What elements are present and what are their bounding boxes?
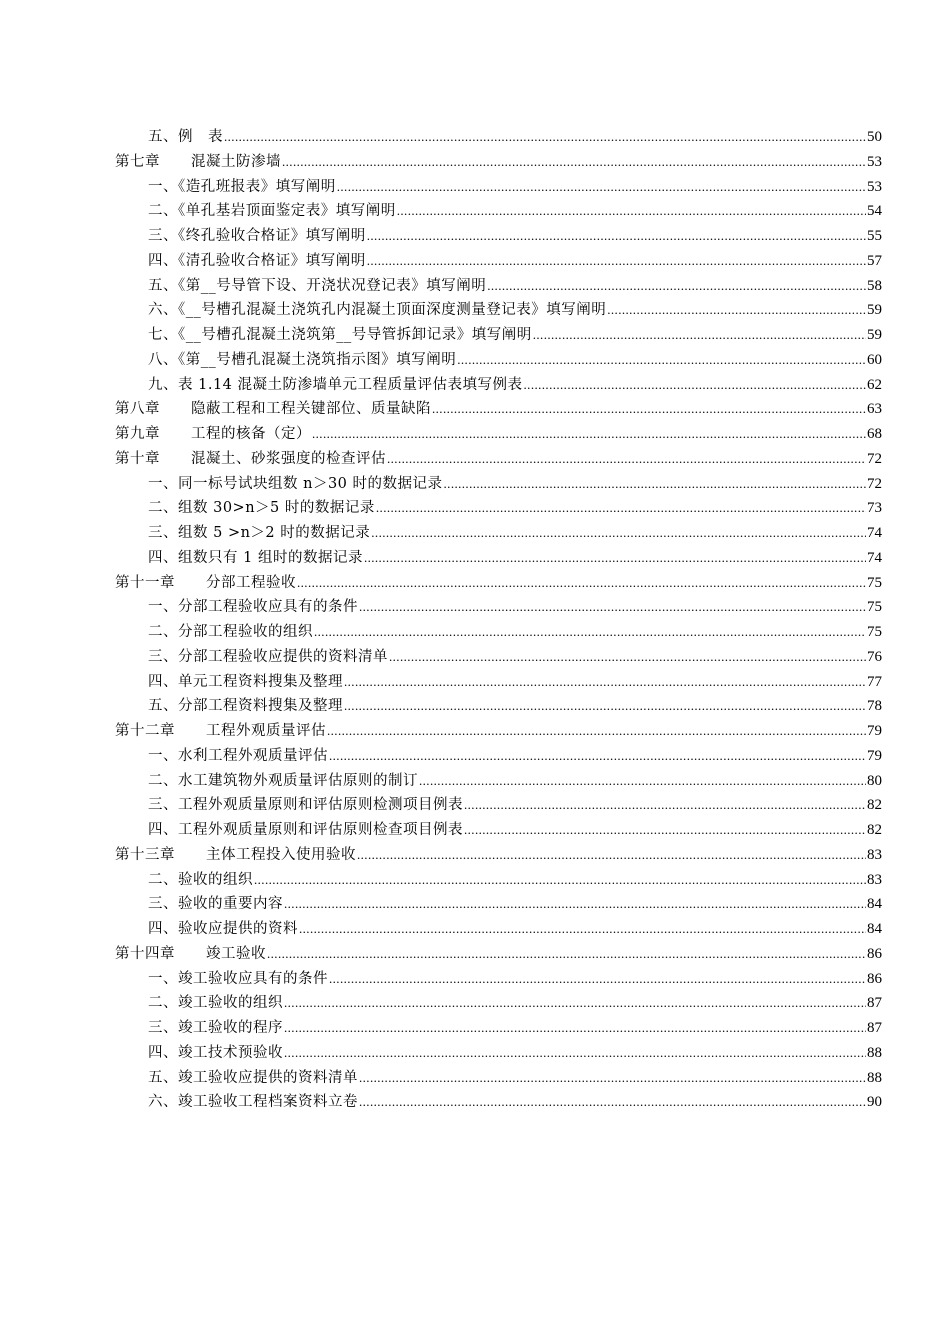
- toc-section-row[interactable]: [115, 323, 882, 348]
- toc-section-row[interactable]: [115, 670, 882, 695]
- toc-entry-title: 八、《第__号槽孔混凝土浇筑指示图》填写阐明: [148, 351, 457, 368]
- toc-chapter-number: 第十三章: [115, 846, 175, 863]
- toc-dot-leader: [371, 521, 866, 546]
- toc-dot-leader: [314, 620, 866, 645]
- toc-section-row[interactable]: [115, 249, 882, 274]
- toc-dot-leader: [367, 224, 866, 249]
- table-of-contents: [115, 125, 882, 1115]
- toc-dot-leader: [297, 571, 866, 596]
- toc-entry-title: 一、《造孔班报表》填写阐明: [148, 178, 336, 195]
- toc-section-row[interactable]: [115, 546, 882, 571]
- toc-dot-leader: [487, 274, 866, 299]
- toc-entry-label: [148, 224, 366, 249]
- toc-entry-title: 一、水利工程外观质量评估: [148, 747, 328, 764]
- toc-dot-leader: [359, 595, 866, 620]
- toc-chapter-row[interactable]: [115, 397, 882, 422]
- toc-chapter-number: 第七章: [115, 153, 160, 170]
- toc-page-number: 75: [867, 624, 882, 640]
- toc-dot-leader: [607, 298, 866, 323]
- toc-entry-title: 四、单元工程资料搜集及整理: [148, 673, 343, 690]
- toc-entry-label: [148, 1041, 283, 1066]
- toc-entry-label: [148, 1066, 358, 1091]
- toc-entry-label: [148, 670, 343, 695]
- toc-entry-label: [115, 447, 386, 472]
- toc-section-row[interactable]: [115, 892, 882, 917]
- toc-entry-title: 五、例 表: [148, 129, 223, 145]
- toc-chapter-number: 第十二章: [115, 723, 175, 739]
- toc-section-row[interactable]: [115, 1016, 882, 1041]
- toc-section-row[interactable]: [115, 793, 882, 818]
- toc-page-number: 87: [867, 1020, 882, 1036]
- toc-dot-leader: [254, 868, 866, 893]
- toc-entry-label: [148, 818, 463, 843]
- toc-entry-label: [148, 373, 523, 398]
- toc-entry-title: 二、竣工验收的组织: [148, 995, 283, 1012]
- toc-page-number: 76: [867, 648, 882, 665]
- toc-dot-leader: [397, 199, 866, 224]
- toc-dot-leader: [464, 793, 866, 818]
- toc-section-row[interactable]: [115, 694, 882, 719]
- toc-entry-title: 五、分部工程资料搜集及整理: [148, 698, 343, 715]
- toc-entry-label: [148, 645, 388, 670]
- toc-chapter-number: 第八章: [115, 401, 160, 418]
- toc-entry-label: [115, 571, 296, 596]
- toc-dot-leader: [376, 496, 866, 521]
- toc-page-number: 86: [867, 945, 882, 962]
- toc-section-row[interactable]: [115, 125, 882, 150]
- toc-section-row[interactable]: [115, 744, 882, 769]
- toc-dot-leader: [284, 991, 866, 1016]
- toc-section-row[interactable]: [115, 917, 882, 942]
- toc-page-number: 75: [867, 599, 882, 616]
- toc-page-number: 60: [867, 351, 882, 368]
- toc-page-number: 83: [867, 846, 882, 863]
- toc-entry-title: 三、《终孔验收合格证》填写阐明: [148, 228, 366, 244]
- toc-page-number: 59: [867, 327, 882, 343]
- toc-entry-label: [148, 694, 343, 719]
- toc-entry-label: [148, 496, 375, 521]
- toc-entry-title: 四、竣工技术预验收: [148, 1044, 283, 1061]
- toc-section-row[interactable]: [115, 472, 882, 497]
- toc-page-number: 83: [867, 871, 882, 888]
- toc-section-row[interactable]: [115, 818, 882, 843]
- toc-entry-title: 三、验收的重要内容: [148, 896, 283, 913]
- toc-page-number: 62: [867, 376, 882, 393]
- toc-dot-leader: [344, 694, 866, 719]
- toc-entry-title: 主体工程投入使用验收: [206, 846, 356, 863]
- toc-entry-label: [115, 422, 311, 447]
- toc-page-number: 59: [867, 302, 882, 319]
- toc-page-number: 90: [867, 1094, 882, 1111]
- toc-section-row[interactable]: [115, 645, 882, 670]
- toc-dot-leader: [357, 843, 866, 868]
- toc-dot-leader: [284, 892, 866, 917]
- toc-chapter-row[interactable]: [115, 843, 882, 868]
- toc-entry-title: 二、验收的组织: [148, 871, 253, 888]
- toc-entry-label: [148, 199, 396, 224]
- toc-page-number: 82: [867, 822, 882, 838]
- toc-page-number: 79: [867, 723, 882, 739]
- toc-page-number: 74: [867, 525, 882, 541]
- toc-page-number: 84: [867, 921, 882, 937]
- toc-entry-label: [148, 991, 283, 1016]
- toc-dot-leader: [284, 1041, 866, 1066]
- toc-entry-title: 七、《__号槽孔混凝土浇筑第__号导管拆卸记录》填写阐明: [148, 327, 532, 343]
- toc-entry-title: 三、组数 5 >n＞2 时的数据记录: [148, 525, 371, 541]
- toc-section-row[interactable]: [115, 298, 882, 323]
- toc-page-number: 77: [867, 673, 882, 690]
- toc-entry-label: [148, 546, 363, 571]
- toc-section-row[interactable]: [115, 373, 882, 398]
- toc-section-row[interactable]: [115, 348, 882, 373]
- toc-entry-title: 一、分部工程验收应具有的条件: [148, 599, 358, 616]
- toc-chapter-row[interactable]: [115, 150, 882, 175]
- toc-dot-leader: [524, 373, 866, 398]
- toc-entry-title: 混凝土防渗墙: [191, 153, 281, 170]
- toc-dot-leader: [344, 670, 866, 695]
- toc-section-row[interactable]: [115, 868, 882, 893]
- toc-entry-title: 四、验收应提供的资料: [148, 921, 298, 937]
- toc-entry-title: 隐蔽工程和工程关键部位、质量缺陷: [191, 401, 431, 418]
- toc-page-number: 73: [867, 500, 882, 517]
- toc-dot-leader: [312, 422, 866, 447]
- toc-chapter-number: 第十一章: [115, 574, 175, 591]
- toc-page-number: 50: [867, 129, 882, 145]
- toc-entry-label: [148, 521, 370, 546]
- toc-entry-label: [115, 719, 326, 744]
- toc-entry-label: [148, 868, 253, 893]
- toc-page-number: 86: [867, 970, 882, 987]
- toc-dot-leader: [337, 175, 866, 200]
- toc-section-row[interactable]: [115, 1066, 882, 1091]
- toc-page-number: 88: [867, 1044, 882, 1061]
- toc-chapter-row[interactable]: [115, 719, 882, 744]
- toc-page-number: 54: [867, 203, 882, 220]
- toc-entry-label: [148, 769, 418, 794]
- toc-dot-leader: [457, 348, 866, 373]
- toc-entry-label: [115, 843, 356, 868]
- toc-entry-title: 四、组数只有 1 组时的数据记录: [148, 549, 363, 566]
- toc-entry-label: [148, 472, 443, 497]
- toc-entry-title: 二、分部工程验收的组织: [148, 624, 313, 640]
- toc-entry-title: 三、工程外观质量原则和评估原则检测项目例表: [148, 797, 463, 814]
- toc-entry-title: 四、《清孔验收合格证》填写阐明: [148, 252, 366, 269]
- toc-page-number: 58: [867, 277, 882, 294]
- toc-chapter-number: 第九章: [115, 426, 160, 442]
- toc-dot-leader: [267, 942, 866, 967]
- toc-entry-label: [148, 1090, 358, 1115]
- toc-dot-leader: [329, 967, 866, 992]
- toc-entry-label: [148, 793, 463, 818]
- toc-entry-title: 三、竣工验收的程序: [148, 1020, 283, 1036]
- toc-chapter-row[interactable]: [115, 942, 882, 967]
- toc-entry-title: 三、分部工程验收应提供的资料清单: [148, 648, 388, 665]
- toc-page-number: 82: [867, 797, 882, 814]
- toc-dot-leader: [444, 472, 866, 497]
- toc-page-number: 72: [867, 475, 882, 492]
- toc-entry-title: 混凝土、砂浆强度的检查评估: [191, 450, 386, 467]
- toc-entry-title: 一、竣工验收应具有的条件: [148, 970, 328, 987]
- toc-entry-title: 分部工程验收: [206, 574, 296, 591]
- toc-chapter-row[interactable]: [115, 571, 882, 596]
- toc-section-row[interactable]: [115, 769, 882, 794]
- toc-entry-label: [115, 150, 281, 175]
- toc-dot-leader: [419, 769, 866, 794]
- toc-entry-title: 五、竣工验收应提供的资料清单: [148, 1069, 358, 1086]
- toc-section-row[interactable]: [115, 496, 882, 521]
- toc-section-row[interactable]: [115, 521, 882, 546]
- toc-entry-label: [148, 744, 328, 769]
- toc-entry-title: 九、表 1.14 混凝土防渗墙单元工程质量评估表填写例表: [148, 376, 523, 393]
- toc-page-number: 88: [867, 1069, 882, 1086]
- toc-dot-leader: [329, 744, 866, 769]
- toc-section-row[interactable]: [115, 1041, 882, 1066]
- toc-page-number: 78: [867, 698, 882, 715]
- toc-section-row[interactable]: [115, 274, 882, 299]
- toc-section-row[interactable]: [115, 991, 882, 1016]
- toc-dot-leader: [387, 447, 866, 472]
- toc-section-row[interactable]: [115, 967, 882, 992]
- toc-dot-leader: [389, 645, 866, 670]
- toc-chapter-row[interactable]: [115, 447, 882, 472]
- toc-page-number: 57: [867, 252, 882, 269]
- toc-entry-label: [148, 917, 298, 942]
- toc-page-number: 72: [867, 450, 882, 467]
- toc-entry-label: [148, 967, 328, 992]
- toc-dot-leader: [224, 125, 866, 150]
- toc-page-number: 53: [867, 153, 882, 170]
- toc-entry-label: [148, 323, 532, 348]
- toc-entry-title: 竣工验收: [206, 945, 266, 962]
- toc-page-number: 84: [867, 896, 882, 913]
- toc-page-number: 87: [867, 995, 882, 1012]
- toc-dot-leader: [464, 818, 866, 843]
- toc-entry-label: [148, 892, 283, 917]
- toc-entry-label: [148, 249, 366, 274]
- toc-entry-label: [148, 595, 358, 620]
- toc-section-row[interactable]: [115, 199, 882, 224]
- toc-entry-title: 工程的核备（定）: [191, 426, 311, 442]
- toc-dot-leader: [533, 323, 866, 348]
- toc-entry-title: 六、竣工验收工程档案资料立卷: [148, 1094, 358, 1111]
- toc-page-number: 79: [867, 747, 882, 764]
- toc-page-number: 53: [867, 178, 882, 195]
- toc-dot-leader: [284, 1016, 866, 1041]
- toc-page-number: 55: [867, 228, 882, 244]
- toc-entry-label: [115, 397, 431, 422]
- toc-section-row[interactable]: [115, 175, 882, 200]
- toc-dot-leader: [367, 249, 866, 274]
- toc-entry-title: 五、《第__号导管下设、开浇状况登记表》填写阐明: [148, 277, 487, 294]
- toc-entry-label: [148, 125, 223, 150]
- toc-dot-leader: [432, 397, 866, 422]
- toc-entry-label: [148, 274, 486, 299]
- toc-entry-title: 二、水工建筑物外观质量评估原则的制订: [148, 772, 418, 789]
- toc-entry-label: [148, 298, 606, 323]
- toc-section-row[interactable]: [115, 224, 882, 249]
- toc-page-number: 74: [867, 549, 882, 566]
- toc-section-row[interactable]: [115, 595, 882, 620]
- toc-entry-title: 四、工程外观质量原则和评估原则检查项目例表: [148, 822, 463, 838]
- toc-page-number: 63: [867, 401, 882, 418]
- toc-chapter-row[interactable]: [115, 422, 882, 447]
- toc-entry-title: 工程外观质量评估: [206, 723, 326, 739]
- toc-entry-label: [148, 620, 313, 645]
- toc-page-number: 68: [867, 426, 882, 442]
- toc-entry-label: [148, 1016, 283, 1041]
- toc-entry-label: [115, 942, 266, 967]
- toc-page-number: 75: [867, 574, 882, 591]
- toc-entry-title: 一、同一标号试块组数 n＞30 时的数据记录: [148, 475, 443, 492]
- toc-entry-title: 二、组数 30>n＞5 时的数据记录: [148, 500, 375, 517]
- toc-section-row[interactable]: [115, 620, 882, 645]
- toc-entry-title: 二、《单孔基岩顶面鉴定表》填写阐明: [148, 203, 396, 220]
- toc-dot-leader: [359, 1066, 866, 1091]
- toc-dot-leader: [327, 719, 866, 744]
- toc-chapter-number: 第十章: [115, 450, 160, 467]
- toc-section-row[interactable]: [115, 1090, 882, 1115]
- toc-entry-label: [148, 175, 336, 200]
- toc-entry-title: 六、《__号槽孔混凝土浇筑孔内混凝土顶面深度测量登记表》填写阐明: [148, 302, 607, 319]
- toc-dot-leader: [282, 150, 866, 175]
- toc-page-number: 80: [867, 772, 882, 789]
- toc-dot-leader: [364, 546, 866, 571]
- toc-dot-leader: [299, 917, 866, 942]
- toc-entry-label: [148, 348, 456, 373]
- toc-dot-leader: [359, 1090, 866, 1115]
- toc-chapter-number: 第十四章: [115, 945, 175, 962]
